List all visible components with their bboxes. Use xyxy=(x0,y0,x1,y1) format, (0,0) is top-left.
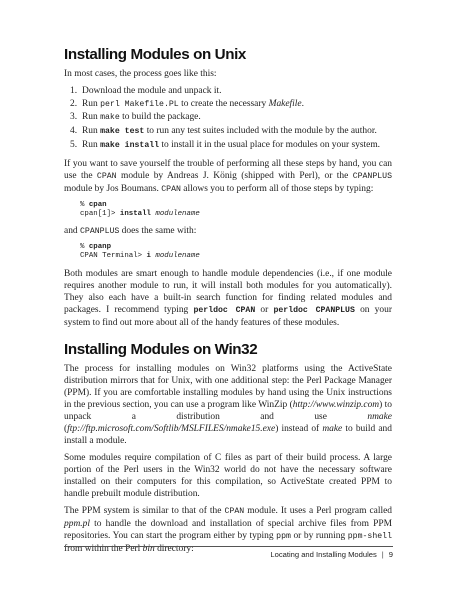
intro-paragraph: In most cases, the process goes like this: xyxy=(64,69,217,79)
install-steps-list xyxy=(70,85,392,153)
list-item: 5. Run make install to install it in the usual place for modules on your system. xyxy=(70,139,381,150)
page-footer xyxy=(270,550,393,559)
cpan-paragraph: If you want to save yourself the trouble of performing all these steps by hand, you can use the CPAN module by Andreas J. König (shipped with Perl), or the CPANPLUS module by Jos Boumans. CPAN allows you to perform all of those steps by typing: xyxy=(64,158,392,194)
section-heading-win32: Installing Modules on Win32 xyxy=(64,340,258,358)
list-item: 1. Download the module and unpack it. xyxy=(70,86,222,96)
win32-paragraph: The process for installing modules on Win32 platforms using the ActiveState distribution mirrors that for Unix, with one additional step: the Perl Package Manager (PPM). If you are comfortable installing modules by hand using the Unix instructions in the previous section, you can use a program like WinZip (http://www.winzip.com) to unpack a distribution and use nmake (ftp://ftp.microsoft.com/Softlib/MSLFILES/nmake15.exe) instead of make to build and install a module. xyxy=(64,363,392,446)
footer-separator: | xyxy=(381,550,384,559)
list-item: 4. Run make test to run any test suites included with the module by the author. xyxy=(70,126,377,137)
ppm-paragraph: The PPM system is similar to that of the CPAN module. It uses a Perl program called ppm.pl to handle the download and installation of special archive files from PPM repositories. You can start the program either by typing ppm or by running ppm-shell from within the Perl bin directory: xyxy=(64,505,393,554)
list-item: 2. Run perl Makefile.PL to create the necessary Makefile. xyxy=(70,98,304,109)
section-heading-unix: Installing Modules on Unix xyxy=(64,46,246,63)
code-block-cpan: % cpan cpan[1]> install modulename xyxy=(80,200,200,219)
code-block-cpanp: % cpanp CPAN Terminal> i modulename xyxy=(80,242,200,261)
compilation-paragraph: Some modules require compilation of C files as part of their build process. A large portion of the Perl users in the Win32 world do not have the necessary software installed on their computers for this compilation, so ActiveState created PPM to handle prebuilt module distribution. xyxy=(64,452,392,499)
footer-title: Locating and Installing Modules xyxy=(270,550,377,559)
footer-divider xyxy=(64,546,393,547)
list-item: 3. Run make to build the package. xyxy=(70,112,201,123)
dependencies-paragraph: Both modules are smart enough to handle module dependencies (i.e., if one module requires another module to run, it will install both modules for you automatically). They also each have a built-in search function for finding related modules and packages. I recommend typing perldoc CPAN or perldoc CPANPLUS on your system to find out more about all of the handy features of these modules. xyxy=(64,268,392,328)
cpanplus-paragraph: and CPANPLUS does the same with: xyxy=(64,225,197,236)
page-content xyxy=(64,46,392,555)
page-number: 9 xyxy=(388,550,393,559)
